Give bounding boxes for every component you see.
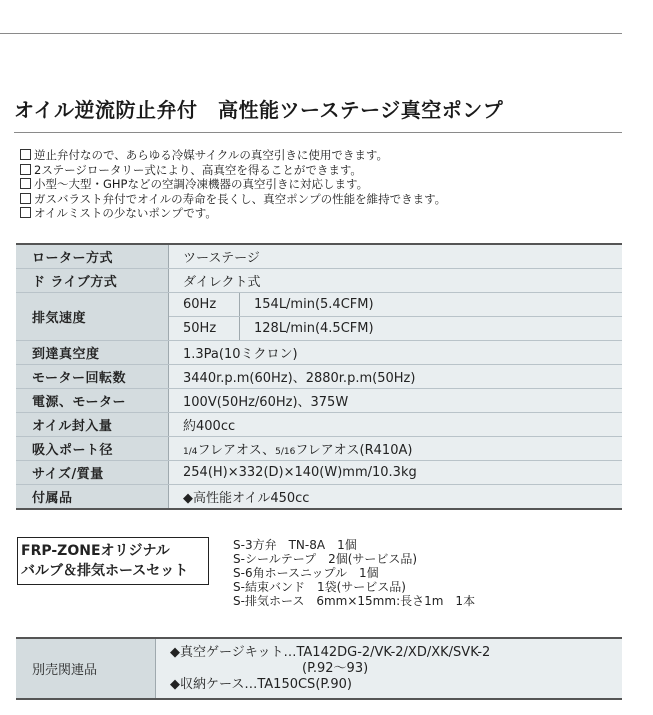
feature-text: 小型～大型・GHPなどの空調冷凍機器の真空引きに対応します。 — [34, 177, 369, 191]
spec-row-vacuum — [16, 341, 622, 365]
frp-item: S-排気ホース 6mm×15mm:長さ1m 1本 — [233, 594, 476, 608]
option-line: ◆真空ゲージキット…TA142DG-2/VK-2/XD/XK/SVK-2 — [170, 644, 491, 660]
spec-row-accessory — [16, 485, 622, 510]
frp-item: S-結束バンド 1袋(サービス品) — [233, 580, 406, 594]
spec-label: 排気速度 — [16, 293, 169, 341]
frp-set-title-box — [17, 537, 209, 585]
spec-table — [16, 243, 622, 510]
spec-value: 254(H)×332(D)×140(W)mm/10.3kg — [169, 461, 623, 485]
frp-item: S-3方弁 TN-8A 1個 — [233, 538, 357, 552]
spec-label: モーター回転数 — [16, 365, 169, 389]
frp-title-line: バルブ＆排気ホースセット — [21, 563, 189, 579]
feature-text: ガスバラスト弁付でオイルの寿命を長くし、真空ポンプの性能を維持できます。 — [34, 191, 447, 206]
spec-label: 吸入ポート径 — [16, 437, 169, 461]
checkbox-icon — [20, 207, 31, 218]
spec-label: サイズ/質量 — [16, 461, 169, 485]
option-line: (P.92～93) — [302, 660, 369, 676]
spec-label: 到達真空度 — [16, 341, 169, 365]
top-divider — [0, 33, 622, 34]
port-text: フレアオス(R410A) — [295, 443, 413, 458]
frp-title-line: FRP-ZONEオリジナル — [21, 543, 170, 559]
checkbox-icon — [20, 149, 31, 160]
spec-label: 付属品 — [16, 485, 169, 510]
feature-text: 2ステージロータリー式により、高真空を得ることができます。 — [34, 162, 362, 177]
spec-value: 約400cc — [169, 413, 623, 437]
spec-value: 3440r.p.m(60Hz)、2880r.p.m(50Hz) — [169, 365, 623, 389]
frp-set-list — [233, 538, 475, 608]
checkbox-icon — [20, 193, 31, 204]
spec-value: ◆高性能オイル450cc — [169, 485, 623, 510]
spec-value: 1.3Pa(10ミクロン) — [169, 341, 623, 365]
feature-item — [20, 206, 446, 221]
spec-row-power — [16, 389, 622, 413]
feature-item — [20, 177, 446, 192]
spec-row-rotor — [16, 244, 622, 269]
spec-row-oil — [16, 413, 622, 437]
feature-item — [20, 163, 446, 178]
spec-label: オイル封入量 — [16, 413, 169, 437]
spec-value: 154L/min(5.4CFM) — [240, 293, 623, 317]
spec-row-motor-speed — [16, 365, 622, 389]
options-table — [16, 637, 622, 700]
feature-item — [20, 192, 446, 207]
feature-list — [20, 148, 446, 221]
spec-value: 128L/min(4.5CFM) — [240, 317, 623, 341]
spec-row-drive — [16, 269, 622, 293]
checkbox-icon — [20, 178, 31, 189]
option-line: ◆収納ケース…TA150CS(P.90) — [170, 676, 352, 692]
spec-row-size — [16, 461, 622, 485]
spec-hz: 50Hz — [169, 317, 240, 341]
spec-value — [169, 437, 623, 461]
spec-label: ローター方式 — [16, 244, 169, 269]
spec-value: ツーステージ — [169, 244, 623, 269]
spec-label: 電源、モーター — [16, 389, 169, 413]
title-divider — [14, 132, 622, 133]
spec-row-exhaust-60 — [16, 293, 622, 317]
frp-item: S-6角ホースニップル 1個 — [233, 566, 379, 580]
checkbox-icon — [20, 164, 31, 175]
options-value — [156, 638, 623, 699]
feature-text: オイルミストの少ないポンプです。 — [34, 206, 217, 220]
options-row — [16, 638, 622, 699]
frp-item: S-シールテープ 2個(サービス品) — [233, 552, 418, 566]
page-title: オイル逆流防止弁付 高性能ツーステージ真空ポンプ — [14, 98, 504, 122]
fraction: 5/16 — [275, 447, 296, 457]
spec-label: ド ライブ方式 — [16, 269, 169, 293]
spec-value: 100V(50Hz/60Hz)、375W — [169, 389, 623, 413]
fraction: 1/4 — [183, 447, 198, 457]
feature-text: 逆止弁付なので、あらゆる冷媒サイクルの真空引きに使用できます。 — [34, 148, 388, 162]
spec-hz: 60Hz — [169, 293, 240, 317]
feature-item — [20, 148, 446, 163]
port-text: フレアオス、 — [197, 443, 276, 458]
options-label: 別売関連品 — [16, 638, 156, 699]
spec-value: ダイレクト式 — [169, 269, 623, 293]
spec-row-port — [16, 437, 622, 461]
